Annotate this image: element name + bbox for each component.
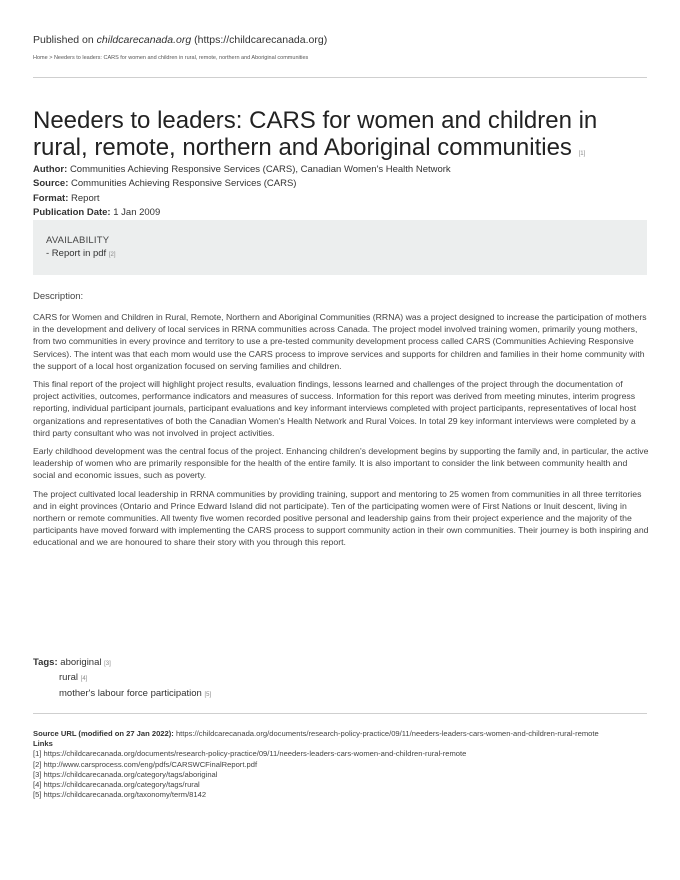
source-url-row <box>33 729 647 739</box>
tag-row <box>33 687 211 702</box>
author-row <box>33 163 647 177</box>
description-label: Description: <box>33 291 84 302</box>
tag-row <box>33 671 211 686</box>
description-paragraph: This final report of the project will highlight project results, evaluation findings, lessons learned and challenges of the project through the documentation of project activities, outcomes, performance indicators and measures of success. Information for this report was derived from meeting minutes, interim progress reporting, individual participant journals, participant evaluations and key informant interviews completed with project participants, representatives of local host organizations and representatives of both the Canadian Women's Health Network and Rural Voices. In total 29 key informant interviews were completed by a third party consultant who was not involved in project activities. <box>33 379 637 438</box>
availability-item <box>46 248 634 259</box>
description-paragraph: The project cultivated local leadership in RRNA communities by providing training, support and mentoring to 25 women from communities in all three territories and in eight provinces (Ontario and Prince Edward Island did not participate). Ten of the participating women were of First Nations or Inuit descent, living in northern or remote communities. All twenty five women recorded positive personal and leadership gains from their project experience and the majority of the participants have moved forward with implementing the CARS process to support community action in their own communities. Their journey is both inspiring and educational and we are honoured to share their story with you through this report. <box>33 488 649 548</box>
source-label: Source: <box>33 178 69 190</box>
date-value: 1 Jan 2009 <box>113 206 161 218</box>
header-divider <box>33 77 647 78</box>
description-body <box>33 311 651 555</box>
tags-block <box>33 656 211 702</box>
source-url-label: Source URL (modified on 27 Jan 2022): <box>33 729 174 738</box>
footer-block <box>33 729 647 800</box>
tag-link[interactable]: aboriginal <box>60 657 102 668</box>
report-pdf-ref[interactable]: [2] <box>108 252 116 258</box>
footer-link[interactable]: [5] https://childcarecanada.org/taxonomy/term/8142 <box>33 790 207 800</box>
footer-link[interactable]: [1] https://childcarecanada.org/documents/research-policy-practice/09/11/needers-leaders-cars-women-and-children-rural-remote <box>33 749 467 759</box>
report-pdf-link[interactable]: - Report in pdf <box>46 248 107 259</box>
footer-link[interactable]: [3] https://childcarecanada.org/category/tags/aboriginal <box>33 769 218 779</box>
tag-ref[interactable]: [3] <box>104 661 111 667</box>
author-label: Author: <box>33 164 68 175</box>
published-on-line <box>33 34 327 46</box>
source-row <box>33 177 647 191</box>
description-paragraph: CARS for Women and Children in Rural, Remote, Northern and Aboriginal Communities (RRNA) was a project designed to increase the participation of mothers in the development and delivery of local services in RRNA communities across Canada. The project model involved training women, primarily young mothers, from two communities in every province and territory to use a pre-tested community development process called CARS (Communities Achieving Responsive Services). The intent was that each mom would use the CARS process to improve services and supports for children and families in their home community with the support of a local host organization focused on serving families and children. <box>33 312 647 371</box>
footer-link[interactable]: [2] http://www.carsprocess.com/eng/pdfs/CARSWCFinalReport.pdf <box>33 759 258 769</box>
format-value[interactable]: Report <box>71 192 100 204</box>
tag-ref[interactable]: [5] <box>204 691 212 698</box>
tag-row <box>33 656 211 671</box>
date-label: Publication Date: <box>33 206 111 218</box>
page-title <box>33 107 647 168</box>
links-title: Links <box>33 739 53 749</box>
metadata-block <box>33 163 647 220</box>
description-paragraph: Early childhood development was the central focus of the project. Enhancing children's development begins by supporting the family and, in particular, the active leadership of women who are primarily responsible for the health of the entire family. It is also important to consider the link between community health and social and economic issues, such as poverty. <box>33 446 649 481</box>
footer-divider <box>33 713 647 714</box>
format-label: Format: <box>33 192 69 204</box>
title-text: Needers to leaders: CARS for women and children in rural, remote, northern and Aboriginal communities <box>33 107 598 161</box>
breadcrumb[interactable]: Home > Needers to leaders: CARS for women and children in rural, remote, northern and Aboriginal communities <box>33 55 309 61</box>
format-row <box>33 192 647 206</box>
availability-box <box>33 220 647 275</box>
author-value[interactable]: Communities Achieving Responsive Services (CARS), Canadian Women's Health Network <box>69 164 451 175</box>
published-url: (https://childcarecanada.org) <box>194 34 328 46</box>
tag-link[interactable]: rural <box>59 672 79 684</box>
footer-link[interactable]: [4] https://childcarecanada.org/category/tags/rural <box>33 780 200 790</box>
source-value[interactable]: Communities Achieving Responsive Services (CARS) <box>71 178 297 190</box>
title-ref[interactable]: [1] <box>578 151 586 157</box>
tag-link[interactable]: mother's labour force participation <box>59 687 202 699</box>
published-prefix: Published on <box>33 34 94 46</box>
published-site-link[interactable]: childcarecanada.org <box>96 34 192 46</box>
date-row <box>33 206 647 220</box>
availability-title: AVAILABILITY <box>46 235 110 246</box>
source-url-link[interactable]: https://childcarecanada.org/documents/research-policy-practice/09/11/needers-leaders-cars-women-and-children-rural-remote <box>175 729 599 738</box>
tags-label: Tags: <box>33 657 58 668</box>
tag-ref[interactable]: [4] <box>80 676 88 683</box>
